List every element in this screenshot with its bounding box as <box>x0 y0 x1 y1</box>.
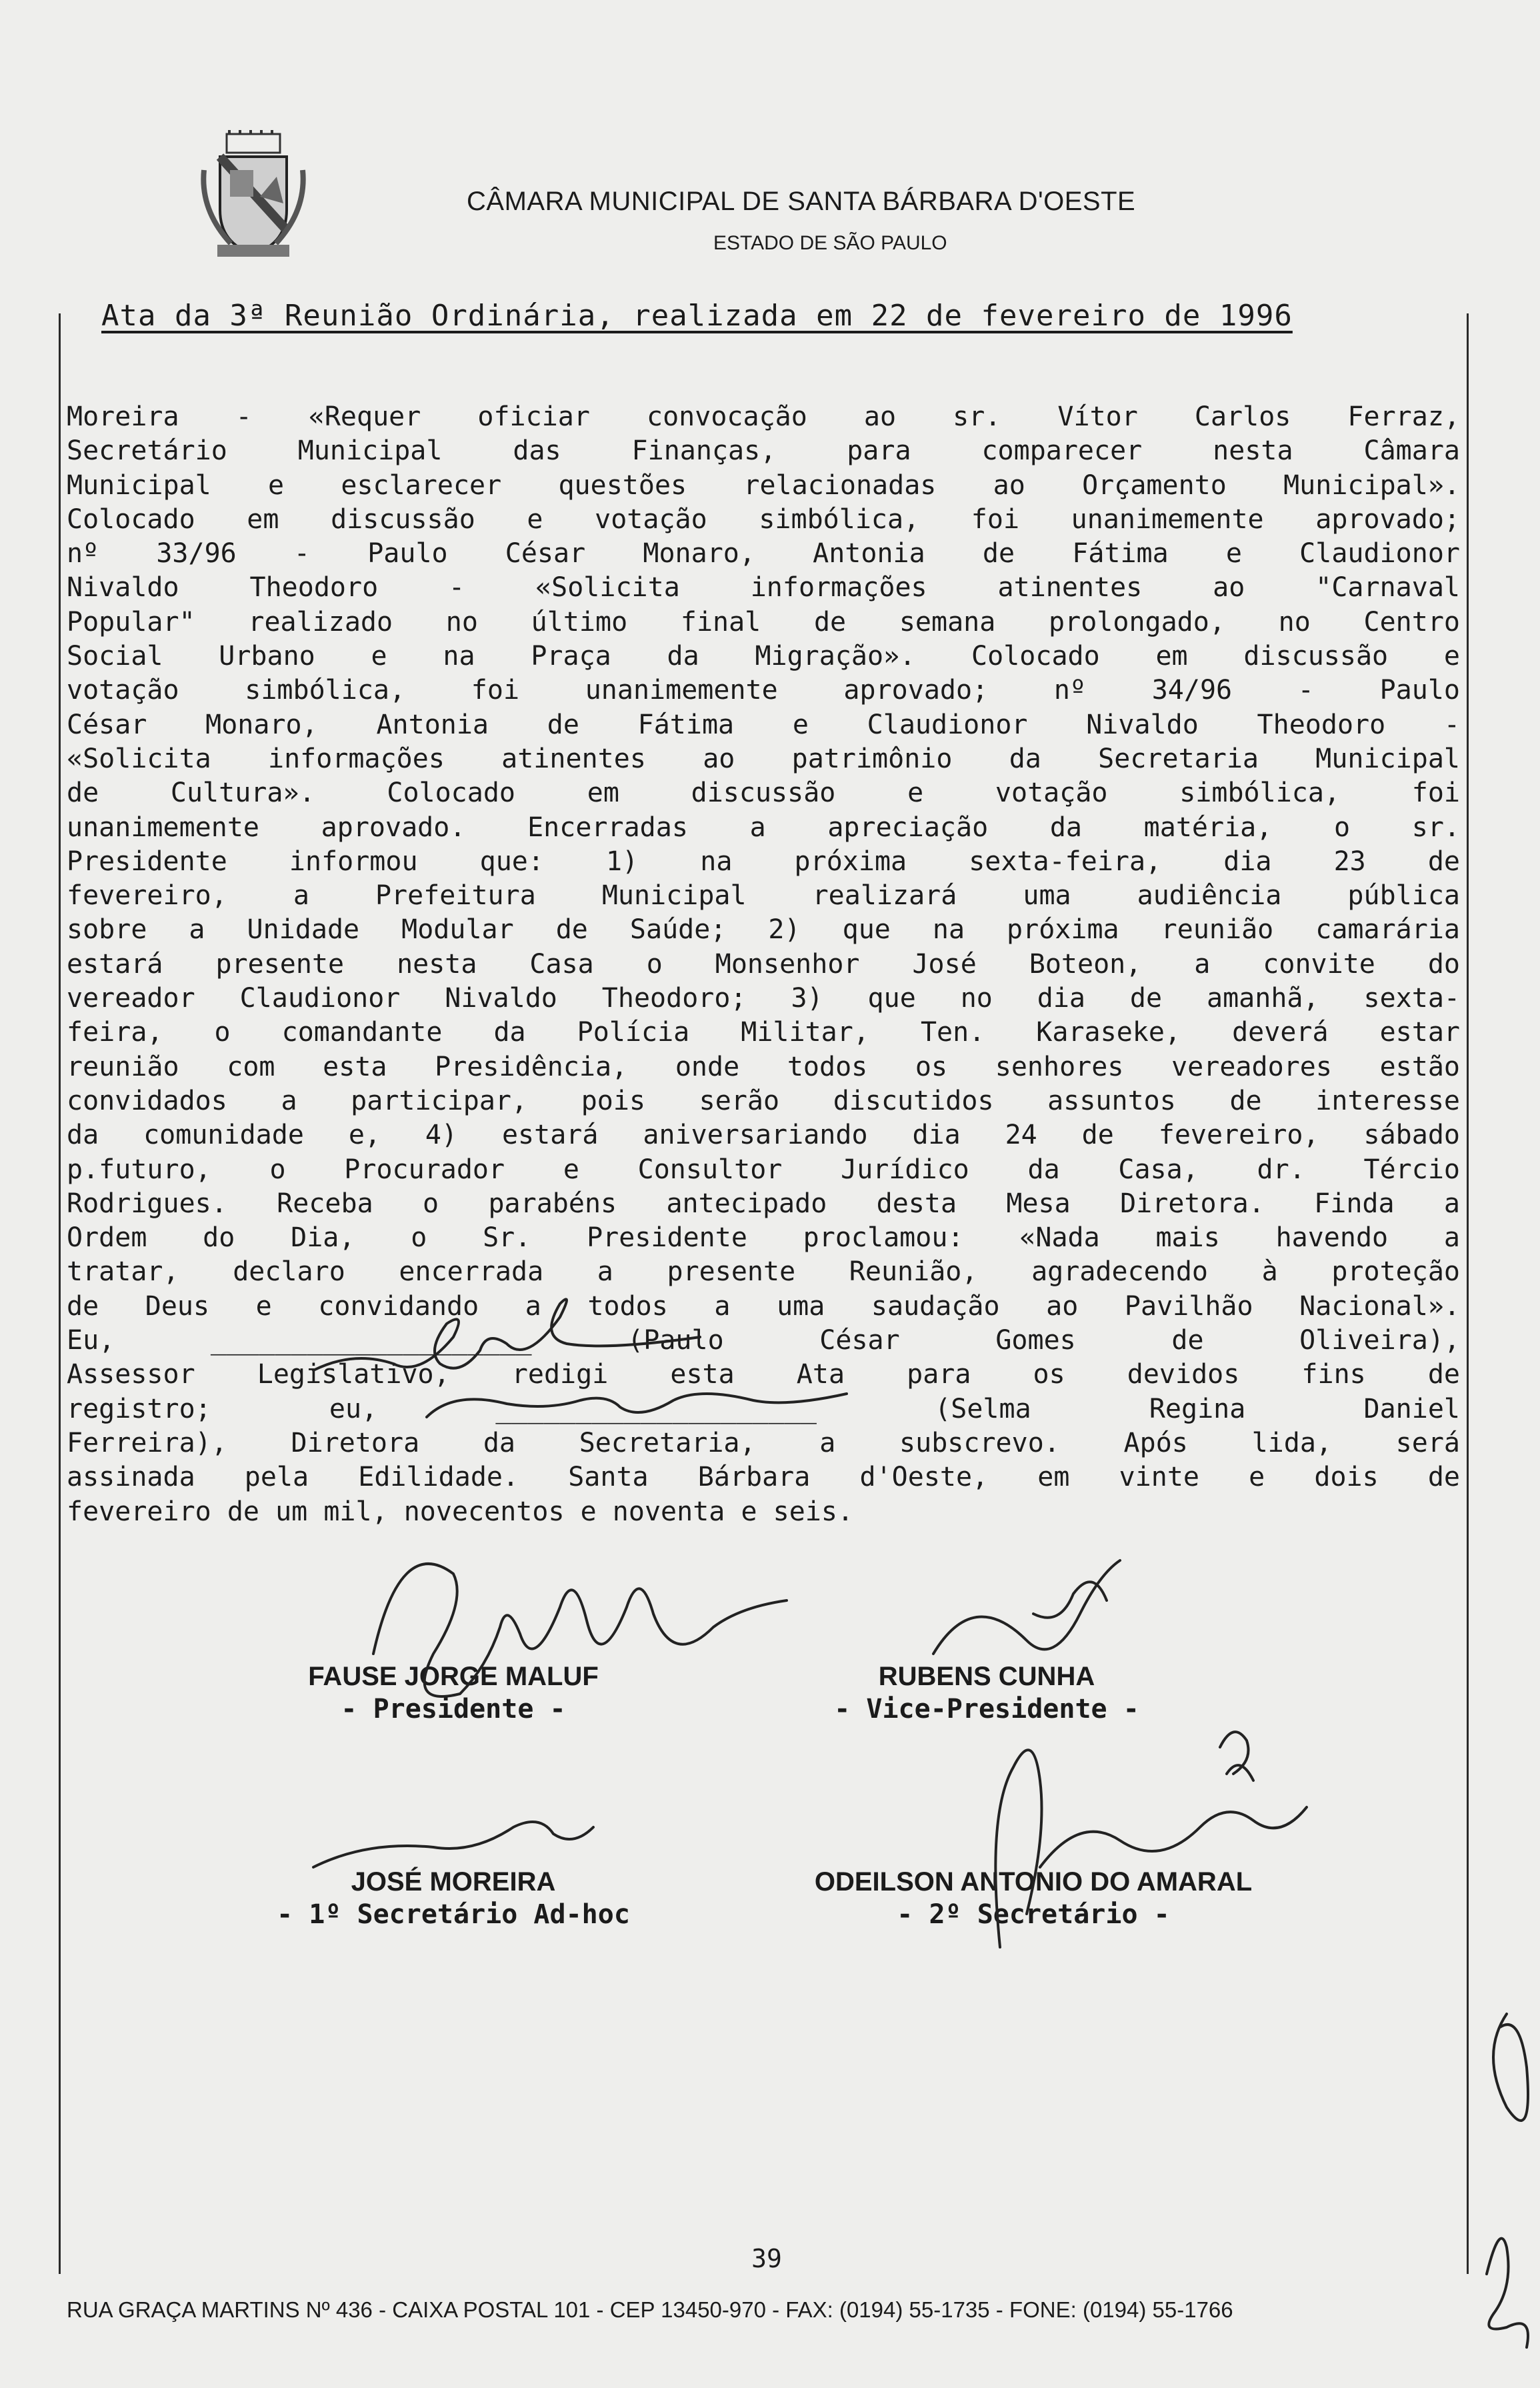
minutes-line: da comunidade e, 4) estará aniversariando dia 24 de fevereiro, sábado <box>67 1120 1460 1151</box>
minutes-line: Assessor Legislativo, redigi esta Ata para os devidos fins de <box>67 1359 1460 1390</box>
minutes-line: Popular" realizado no último final de semana prolongado, no Centro <box>67 606 1460 638</box>
minutes-line: p.futuro, o Procurador e Consultor Jurídico da Casa, dr. Tércio <box>67 1154 1460 1185</box>
minutes-line: tratar, declaro encerrada a presente Reunião, agradecendo à proteção <box>67 1256 1460 1288</box>
president-name: FAUSE JORGE MALUF <box>308 1662 599 1691</box>
minutes-line: Nivaldo Theodoro - «Solicita informações atinentes ao "Carnaval <box>67 572 1460 604</box>
minutes-line: fevereiro de um mil, novecentos e noventa e seis. <box>67 1496 854 1527</box>
minutes-line: votação simbólica, foi unanimemente aprovado; nº 34/96 - Paulo <box>67 675 1460 706</box>
minutes-line: convidados a participar, pois serão discutidos assuntos de interesse <box>67 1085 1460 1116</box>
signature-first-secretary <box>313 1822 593 1867</box>
margin-initial-right <box>1493 2014 1528 2121</box>
signature-vice-president <box>933 1560 1120 1654</box>
minutes-line: Eu, ____________________ (Paulo César Gomes de Oliveira), <box>67 1325 1460 1356</box>
minutes-line: Ferreira), Diretora da Secretaria, a subscrevo. Após lida, será <box>67 1427 1460 1458</box>
institution-name: CÂMARA MUNICIPAL DE SANTA BÁRBARA D'OESTE <box>467 187 1136 216</box>
minutes-line: estará presente nesta Casa o Monsenhor José Boteon, a convite do <box>67 948 1460 980</box>
signature-second-secretary-mark <box>1220 1732 1253 1780</box>
minutes-body <box>67 400 1460 1529</box>
footer-address: RUA GRAÇA MARTINS Nº 436 - CAIXA POSTAL 101 - CEP 13450-970 - FAX: (0194) 55-1735 - FONE: (0194) 55-1766 <box>67 2297 1233 2322</box>
document-title: Ata da 3ª Reunião Ordinária, realizada em 22 de fevereiro de 1996 <box>101 299 1293 333</box>
minutes-line: de Deus e convidando a todos a uma saudação ao Pavilhão Nacional». <box>67 1290 1460 1322</box>
minutes-line: reunião com esta Presidência, onde todos os senhores vereadores estão <box>67 1051 1460 1082</box>
minutes-line: Rodrigues. Receba o parabéns antecipado desta Mesa Diretora. Finda a <box>67 1188 1460 1219</box>
minutes-line: registro; eu, ____________________ (Selma Regina Daniel <box>67 1393 1460 1424</box>
state-name: ESTADO DE SÃO PAULO <box>713 232 947 254</box>
minutes-line: nº 33/96 - Paulo César Monaro, Antonia de Fátima e Claudionor <box>67 538 1460 569</box>
minutes-line: assinada pela Edilidade. Santa Bárbara d'Oeste, em vinte e dois de <box>67 1462 1460 1493</box>
vice-president-role: - Vice-Presidente - <box>834 1694 1139 1724</box>
minutes-line: unanimemente aprovado. Encerradas a apreciação da matéria, o sr. <box>67 812 1460 843</box>
vice-president-name: RUBENS CUNHA <box>878 1662 1095 1691</box>
first-secretary-role: - 1º Secretário Ad-hoc <box>277 1899 630 1930</box>
page-number: 39 <box>751 2244 782 2273</box>
minutes-line: de Cultura». Colocado em discussão e votação simbólica, foi <box>67 778 1460 809</box>
minutes-line: Presidente informou que: 1) na próxima sexta-feira, dia 23 de <box>67 846 1460 877</box>
right-margin-line <box>1467 313 1469 2274</box>
coat-of-arms-icon <box>200 130 307 263</box>
first-secretary-name: JOSÉ MOREIRA <box>351 1867 556 1897</box>
second-secretary-name: ODEILSON ANTONIO DO AMARAL <box>814 1867 1253 1897</box>
minutes-line: fevereiro, a Prefeitura Municipal realizará uma audiência pública <box>67 880 1460 912</box>
minutes-line: Colocado em discussão e votação simbólica, foi unanimemente aprovado; <box>67 503 1460 535</box>
minutes-line: Moreira - «Requer oficiar convocação ao sr. Vítor Carlos Ferraz, <box>67 401 1460 432</box>
left-margin-line <box>59 313 61 2274</box>
margin-initial-bottom <box>1487 2239 1528 2347</box>
minutes-line: vereador Claudionor Nivaldo Theodoro; 3) que no dia de amanhã, sexta- <box>67 983 1460 1014</box>
second-secretary-role: - 2º Secretário - <box>897 1899 1170 1930</box>
minutes-line: Ordem do Dia, o Sr. Presidente proclamou: «Nada mais havendo a <box>67 1222 1460 1254</box>
minutes-line: feira, o comandante da Polícia Militar, Ten. Karaseke, deverá estar <box>67 1017 1460 1048</box>
minutes-line: Municipal e esclarecer questões relacionadas ao Orçamento Municipal». <box>67 469 1460 501</box>
minutes-line: Social Urbano e na Praça da Migração». Colocado em discussão e <box>67 641 1460 672</box>
minutes-line: Secretário Municipal das Finanças, para comparecer nesta Câmara <box>67 435 1460 467</box>
president-role: - Presidente - <box>341 1694 566 1724</box>
minutes-line: sobre a Unidade Modular de Saúde; 2) que na próxima reunião camarária <box>67 914 1460 946</box>
minutes-line: César Monaro, Antonia de Fátima e Claudionor Nivaldo Theodoro - <box>67 709 1460 740</box>
minutes-line: «Solicita informações atinentes ao patrimônio da Secretaria Municipal <box>67 743 1460 774</box>
